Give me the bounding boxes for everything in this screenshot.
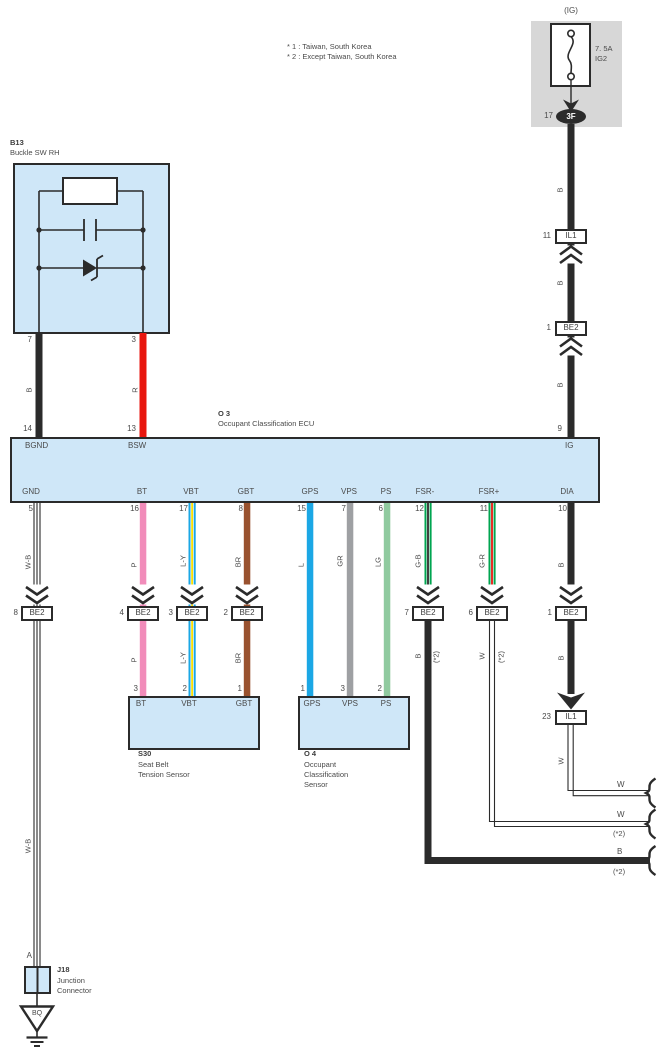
s30-name-line2: Tension Sensor [138, 770, 190, 779]
b13-pin-number: 3 [131, 335, 136, 344]
wires [34, 124, 650, 966]
wire-color-label: B [555, 187, 565, 193]
capacitor-symbol [84, 219, 96, 241]
ecu-pin-number: 12 [415, 504, 424, 513]
b13-pin-number: 7 [27, 335, 32, 344]
ecu-terminal-label: FSR+ [478, 487, 500, 496]
ecu-terminal-label: PS [380, 487, 392, 496]
chevron-down-icons [24, 585, 584, 605]
connector-pin-number: 11 [542, 231, 551, 240]
wire-color-label: W [617, 780, 625, 789]
ecu-terminal-label: DIA [560, 487, 574, 496]
s30-name-line1: Seat Belt [138, 760, 169, 769]
wire-variant-note: (*2) [496, 650, 506, 664]
connector-be2: BE2 [21, 606, 53, 621]
connector-pin-number: 6 [468, 608, 473, 617]
fuse-symbol [568, 30, 574, 104]
wire-color-label: L-Y [178, 555, 188, 567]
wire-color-label: G-B [413, 554, 423, 568]
ecu-pin-number: 11 [479, 504, 488, 513]
wire-gr-vps [347, 503, 354, 696]
wire-color-label: B [556, 562, 566, 568]
ecu-terminal-label: BT [136, 487, 148, 496]
arrow-down-icon [557, 693, 585, 710]
wire-variant-note: (*2) [431, 650, 441, 664]
ecu-pin-number: 13 [127, 424, 136, 433]
sensor-terminal-label: GBT [235, 699, 253, 708]
o4-name-line1: Occupant [304, 760, 337, 769]
wire-b-bgnd [36, 333, 43, 437]
sensor-terminal-label: BT [135, 699, 147, 708]
wire-color-label: GR [335, 555, 345, 567]
ecu-terminal-label: IG [565, 441, 574, 450]
ecu-name: Occupant Classification ECU [218, 419, 315, 428]
connector-pin-number: 8 [13, 608, 18, 617]
wire-l-gps [307, 503, 314, 696]
connector-pin-number: 7 [404, 608, 409, 617]
wire-color-label: B [413, 653, 423, 659]
b13-id: B13 [10, 138, 24, 147]
sensor-terminal-label: VBT [181, 699, 197, 708]
wire-color-label: W [477, 652, 487, 660]
o4-name-line3: Sensor [304, 780, 328, 789]
wire-color-label: B [555, 280, 565, 286]
sensor-pin-number: 2 [182, 684, 187, 693]
ecu-pin-number: 15 [297, 504, 306, 513]
o4-id: O 4 [304, 749, 317, 758]
wire-wb-gnd [34, 503, 40, 966]
fuse-circuit-name: IG2 [595, 54, 608, 63]
connector-be2: BE2 [412, 606, 444, 621]
wire-color-label: W-B [23, 554, 33, 570]
ecu-id: O 3 [218, 409, 231, 418]
wire-color-label: P [129, 657, 139, 663]
connector-il1: IL1 [555, 710, 587, 725]
resistor-symbol [63, 178, 117, 204]
s30-id: S30 [138, 749, 152, 758]
wire-r-bsw [140, 333, 147, 437]
sensor-pin-number: 3 [133, 684, 138, 693]
wire-color-label: L [296, 562, 306, 568]
sensor-terminal-label: PS [380, 699, 392, 708]
connector-il1: IL1 [555, 229, 587, 244]
ecu-pin-number: 8 [238, 504, 243, 513]
wire-color-label: BR [233, 652, 243, 664]
sensor-pin-number: 1 [300, 684, 305, 693]
ecu-terminal-label: VBT [183, 487, 199, 496]
ecu-terminal-label: GPS [301, 487, 319, 496]
sensor-pin-number: 1 [237, 684, 242, 693]
connector-pin-number: 2 [223, 608, 228, 617]
wire-color-label: B [556, 655, 566, 661]
wire-color-label: B [617, 847, 623, 856]
ground-symbol [21, 966, 53, 1046]
wire-color-label: BR [233, 556, 243, 568]
ecu-pin-number: 17 [179, 504, 188, 513]
wire-variant-note: (*2) [613, 829, 626, 838]
wire-color-label: B [24, 387, 34, 393]
wire-b-fsr-minus-lower [428, 621, 650, 861]
connector-be2: BE2 [231, 606, 263, 621]
wire-b-dia-lower [568, 621, 575, 694]
ecu-pin-number: 6 [378, 504, 383, 513]
wire-lg-ps [384, 503, 391, 696]
wire-color-label: L-Y [178, 652, 188, 664]
ecu-terminal-label: GBT [237, 487, 255, 496]
fuse-amp-rating: 7. 5A [595, 44, 613, 53]
ecu-pin-number: 7 [341, 504, 346, 513]
sensor-pin-number: 3 [340, 684, 345, 693]
junction-pin-letter: A [26, 951, 32, 960]
ecu-terminal-label: GND [22, 487, 40, 496]
ecu-pin-number: 10 [558, 504, 567, 513]
note-line-2: * 2 : Except Taiwan, South Korea [287, 52, 397, 61]
o4-name-line2: Classification [304, 770, 349, 779]
connector-pin-number: 4 [119, 608, 124, 617]
sensor-terminal-label: VPS [341, 699, 359, 708]
ecu-terminal-label: FSR- [415, 487, 435, 496]
ground-point-code: BQ [31, 1010, 43, 1017]
connector-pin-number: 1 [547, 608, 552, 617]
ecu-terminal-label: BGND [25, 441, 49, 450]
ecu-pin-number: 16 [130, 504, 139, 513]
connector-pin-number: 23 [542, 712, 551, 721]
fuse-tag: (IG) [564, 6, 578, 15]
connector-pin-number: 1 [546, 323, 551, 332]
connector-be2: BE2 [127, 606, 159, 621]
ecu-pin-number: 5 [28, 504, 33, 513]
connector-3f: 3F [556, 109, 586, 124]
wire-color-label: G-R [477, 554, 487, 568]
wire-color-label: W [617, 810, 625, 819]
ecu-pin-number: 14 [23, 424, 32, 433]
wire-color-label: LG [373, 556, 383, 568]
wire-color-label: W [556, 757, 566, 765]
wire-color-label: W-B [23, 838, 33, 854]
wire-w-il1-lower [568, 725, 650, 791]
b13-name: Buckle SW RH [10, 148, 60, 157]
wire-color-label: P [129, 562, 139, 568]
j18-id: J18 [57, 965, 70, 974]
sensor-terminal-label: GPS [303, 699, 321, 708]
ecu-pin-number: 9 [557, 424, 562, 433]
connector-be2: BE2 [176, 606, 208, 621]
b13-internal-circuit [36, 178, 145, 333]
connector-pin-number: 3 [168, 608, 173, 617]
connector-be2: BE2 [476, 606, 508, 621]
wire-color-label: B [555, 382, 565, 388]
wire-color-label: R [130, 387, 140, 393]
sensor-pin-number: 2 [377, 684, 382, 693]
note-line-1: * 1 : Taiwan, South Korea [287, 42, 372, 51]
ecu-terminal-label: BSW [128, 441, 147, 450]
connector-be2: BE2 [555, 606, 587, 621]
wire-b-ig [568, 124, 575, 437]
wire-variant-note: (*2) [613, 867, 626, 876]
ecu-terminal-label: VPS [340, 487, 358, 496]
fuse-pin-number: 17 [544, 111, 553, 120]
connector-be2: BE2 [555, 321, 587, 336]
j18-name-line1: Junction [57, 976, 85, 985]
j18-name-line2: Connector [57, 986, 92, 995]
